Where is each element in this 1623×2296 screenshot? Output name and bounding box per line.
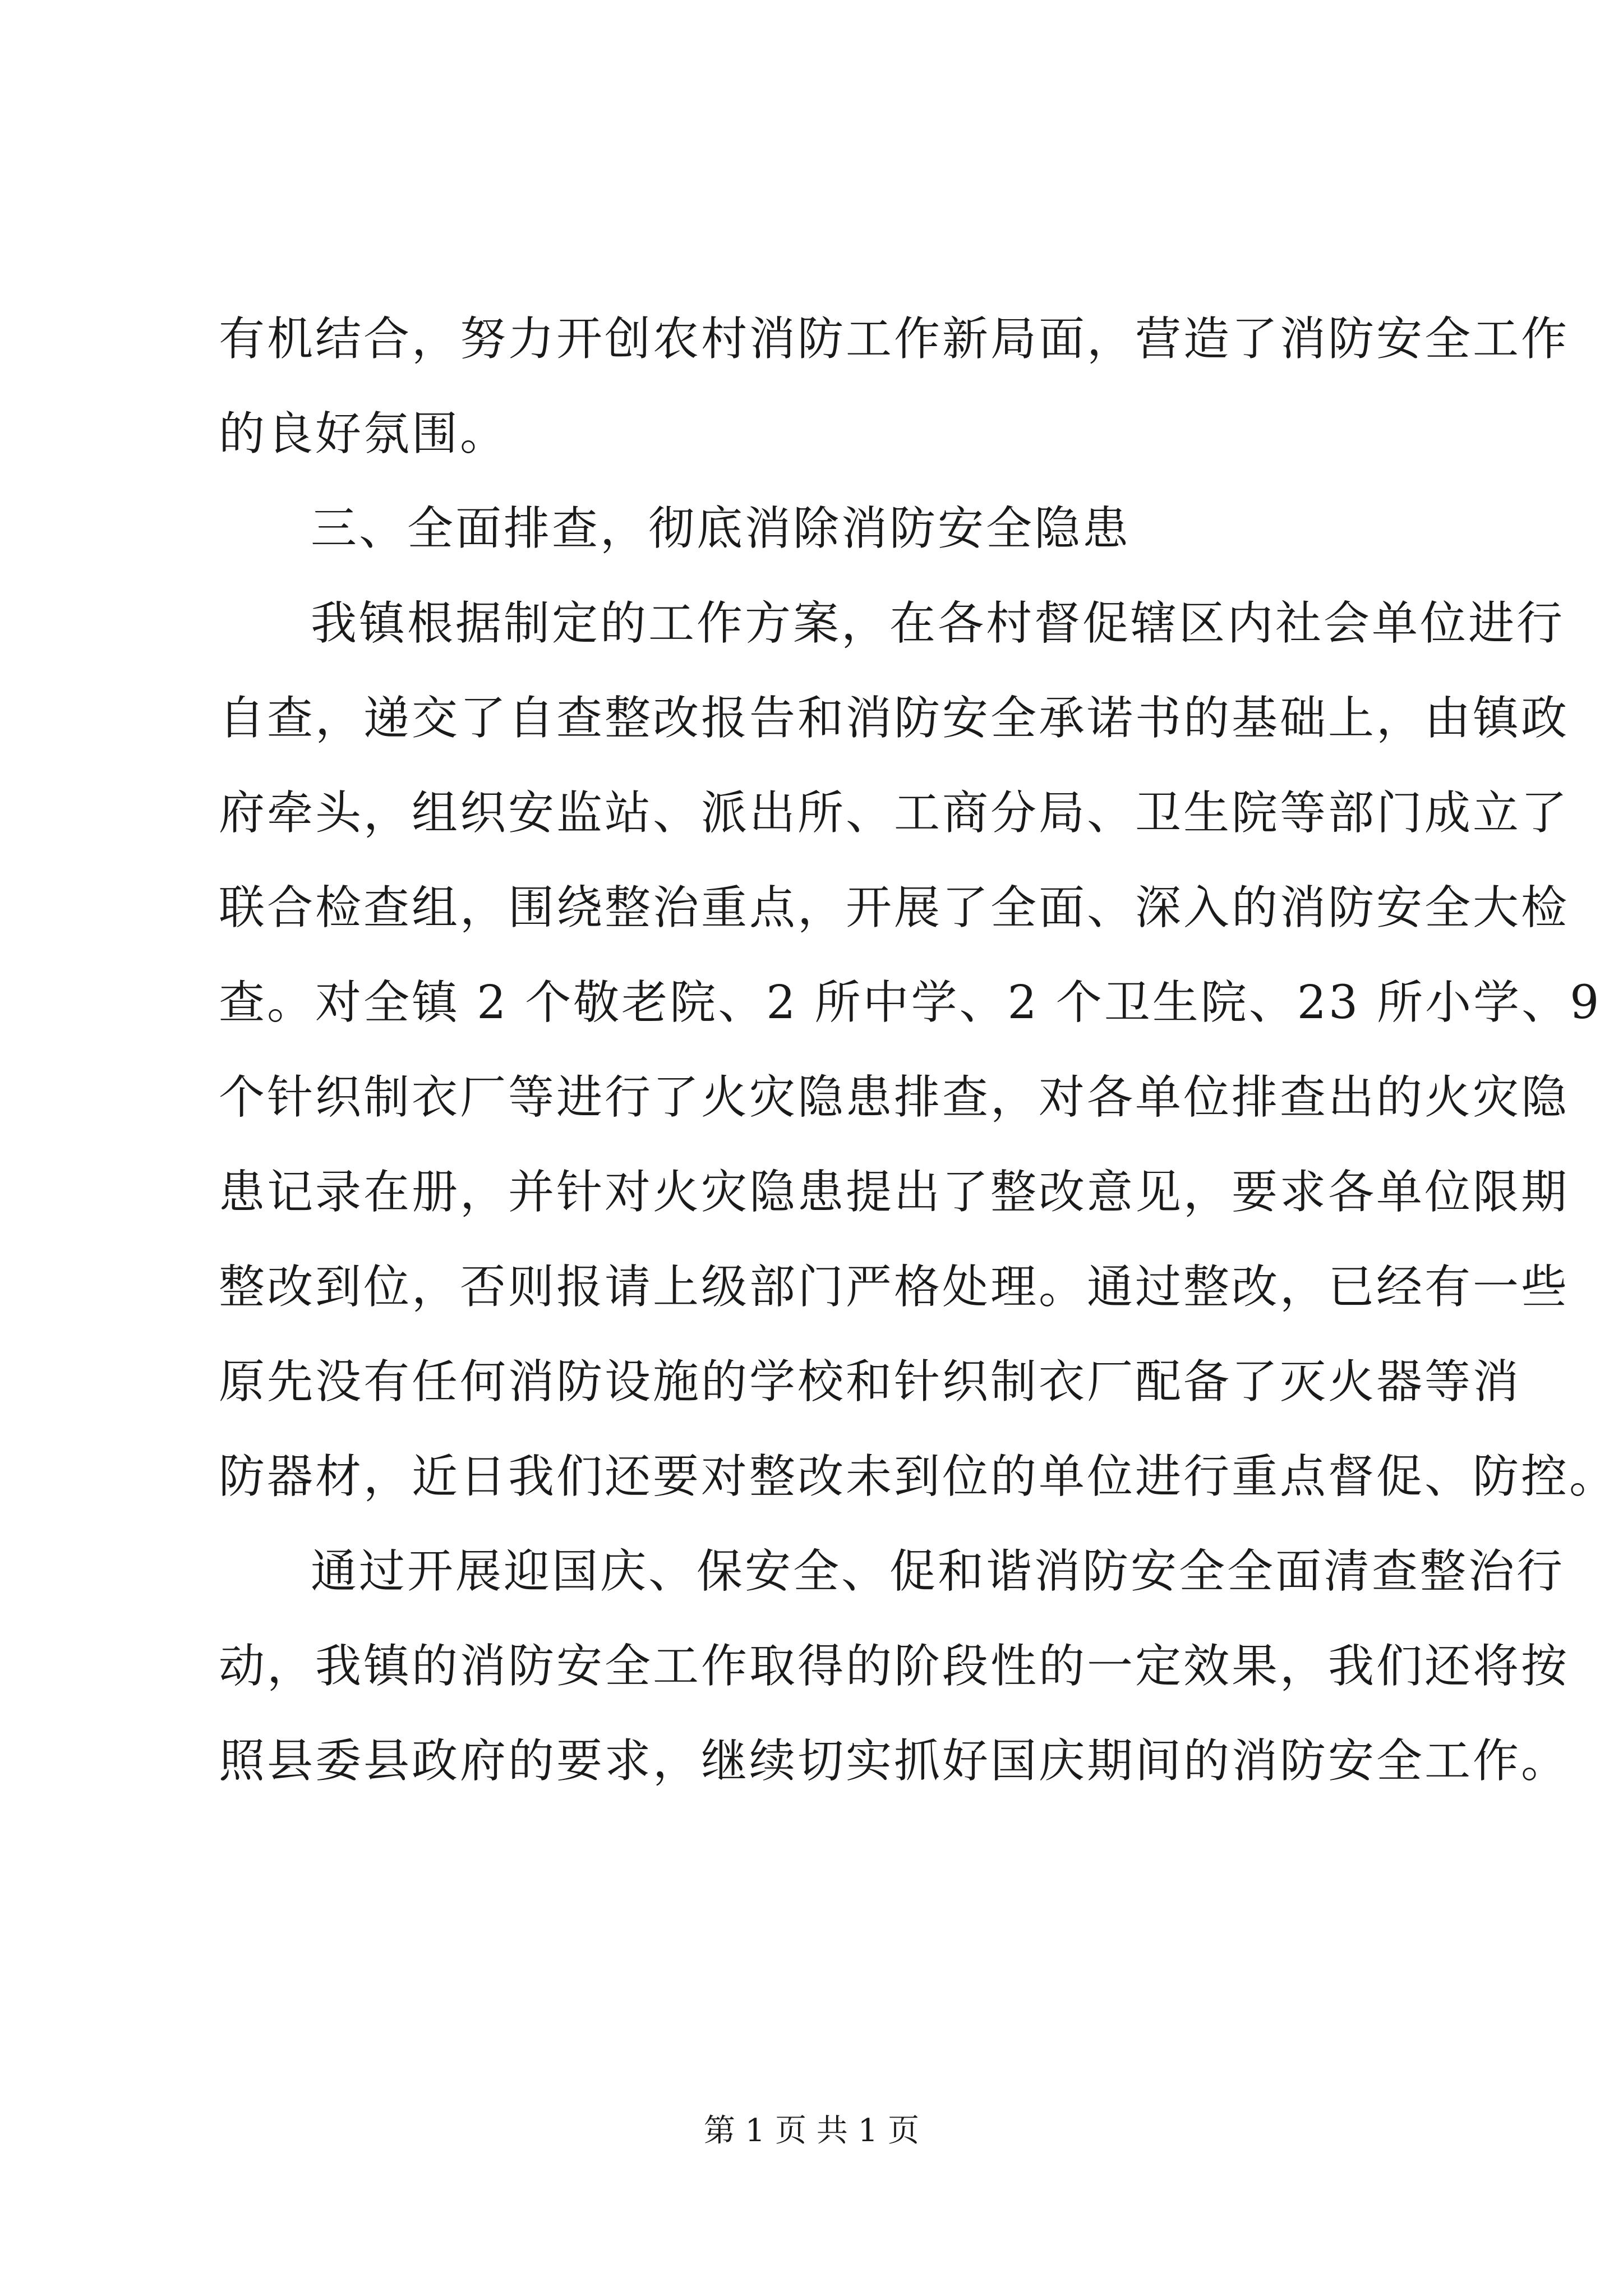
paragraph-line: 查。对全镇 2 个敬老院、2 所中学、2 个卫生院、23 所小学、9 <box>219 976 1602 1029</box>
paragraph-line: 我镇根据制定的工作方案，在各村督促辖区内社会单位进行 <box>311 597 1565 650</box>
page-number: 第 1 页 共 1 页 <box>703 2113 920 2149</box>
paragraph-line: 原先没有任何消防设施的学校和针织制衣厂配备了灭火器等消 <box>219 1355 1521 1409</box>
paragraph-line: 动，我镇的消防安全工作取得的阶段性的一定效果，我们还将按 <box>219 1640 1570 1693</box>
paragraph-line: 患记录在册，并针对火灾隐患提出了整改意见，要求各单位限期 <box>219 1166 1570 1219</box>
paragraph-line: 自查，递交了自查整改报告和消防安全承诺书的基础上，由镇政 <box>219 692 1570 745</box>
paragraph-line: 整改到位，否则报请上级部门严格处理。通过整改，已经有一些 <box>219 1260 1570 1314</box>
paragraph-line: 府牵头，组织安监站、派出所、工商分局、卫生院等部门成立了 <box>219 786 1570 840</box>
section-heading: 三、全面排查，彻底消除消防安全隐患 <box>311 502 1131 555</box>
paragraph-line: 联合检查组，围绕整治重点，开展了全面、深入的消防安全大检 <box>219 881 1570 935</box>
paragraph-line: 的良好氛围。 <box>219 407 509 461</box>
paragraph-line: 个针织制衣厂等进行了火灾隐患排查，对各单位排查出的火灾隐 <box>219 1071 1570 1124</box>
page-footer <box>0 2111 1623 2151</box>
paragraph-line: 通过开展迎国庆、保安全、促和谐消防安全全面清查整治行 <box>311 1545 1565 1598</box>
paragraph-line: 防器材，近日我们还要对整改未到位的单位进行重点督促、防控。 <box>219 1450 1618 1503</box>
paragraph-line: 有机结合，努力开创农村消防工作新局面，营造了消防安全工作 <box>219 312 1570 366</box>
paragraph-line: 照县委县政府的要求，继续切实抓好国庆期间的消防安全工作。 <box>219 1734 1570 1788</box>
document-body <box>219 292 1618 1809</box>
